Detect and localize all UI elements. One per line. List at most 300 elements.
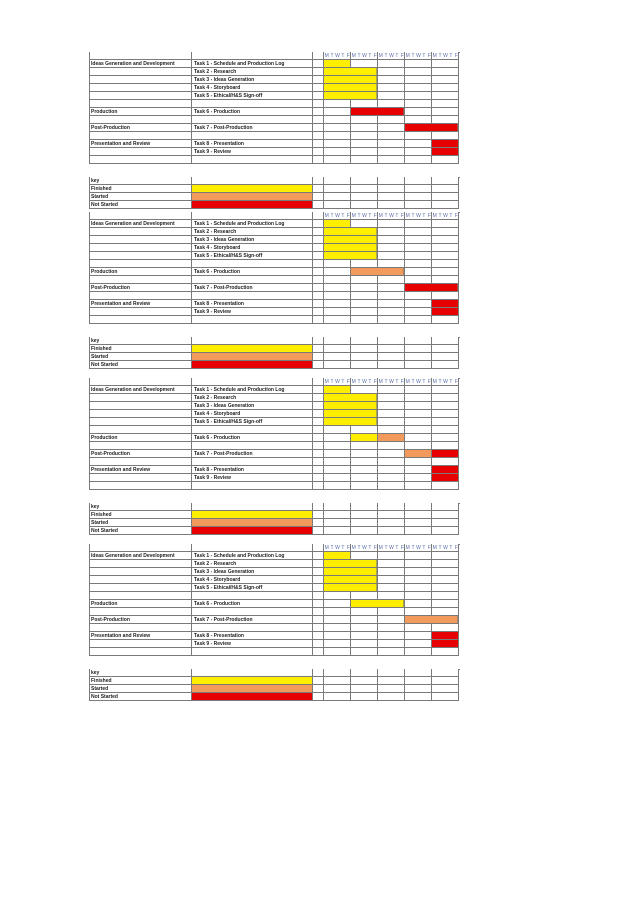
weekday-label: F: [400, 213, 404, 219]
blank-row-cell: [324, 624, 351, 632]
task-row-cell: [432, 576, 459, 584]
task-row-cell: [405, 568, 432, 576]
key-row-cell: [378, 503, 405, 511]
weekday-label: W: [362, 213, 367, 219]
task-row-cell: [313, 148, 324, 156]
task-row-cell: [313, 640, 324, 648]
weekday-label: F: [400, 379, 404, 385]
gantt-bar-finished: [324, 418, 377, 425]
task-row-cell: [378, 552, 405, 560]
blank-row-cell: [324, 608, 351, 616]
blank-row: [89, 426, 460, 434]
blank-row-cell: [378, 482, 405, 490]
gantt-bar-not-started: [432, 148, 458, 155]
key-row-cell: [324, 685, 351, 693]
task-row-cell: [432, 108, 459, 116]
task-row-cell: [313, 584, 324, 592]
task-row-cell: [313, 244, 324, 252]
gantt-bar-not-started: [432, 640, 458, 647]
task-row-cell: [313, 466, 324, 474]
header-row: [89, 52, 460, 60]
weekday-label: T: [411, 53, 415, 59]
task-row-cell: [405, 76, 432, 84]
key-row-cell: [378, 353, 405, 361]
task-row-cell: [313, 140, 324, 148]
gantt-bar-not-started: [405, 124, 458, 131]
task-row-cell: [89, 410, 192, 418]
phase-label: Post-Production: [91, 125, 130, 131]
task-row-cell: [378, 640, 405, 648]
key-row-cell: [313, 193, 324, 201]
task-row-cell: [351, 148, 378, 156]
task-row-cell: [324, 474, 351, 482]
weekday-label: F: [373, 379, 377, 385]
blank-row-cell: [89, 458, 192, 466]
key-row: [89, 345, 460, 353]
key-row-cell: [432, 669, 459, 677]
task-row-cell: [89, 148, 192, 156]
weekday-label: W: [389, 53, 394, 59]
key-row-cell: [313, 337, 324, 345]
key-swatch-finished: [192, 677, 312, 684]
key-row-cell: [324, 677, 351, 685]
gantt-bar-not-started: [432, 474, 458, 481]
key-row-cell: [313, 685, 324, 693]
blank-row-cell: [313, 116, 324, 124]
gantt-bar-finished: [324, 568, 377, 575]
task-row-cell: [405, 140, 432, 148]
task-row: [89, 632, 460, 640]
weekday-label: M: [378, 213, 383, 219]
weekday-label: T: [395, 545, 399, 551]
key-row-cell: [324, 353, 351, 361]
key-row-cell: [405, 685, 432, 693]
key-row-cell: [192, 503, 313, 511]
blank-row: [89, 482, 460, 490]
blank-row-cell: [378, 316, 405, 324]
key-row-cell: [313, 345, 324, 353]
gantt-bar-finished: [324, 402, 377, 409]
weekday-label: W: [443, 53, 448, 59]
weekday-label: T: [395, 379, 399, 385]
task-row-cell: [378, 124, 405, 132]
key-row-cell: [432, 693, 459, 701]
task-row-cell: [324, 140, 351, 148]
key-row-cell: [432, 185, 459, 193]
key-row-cell: [351, 337, 378, 345]
task-label: Task 8 - Presentation: [194, 141, 244, 147]
weekday-label: T: [411, 213, 415, 219]
blank-row: [89, 442, 460, 450]
task-row-cell: [313, 474, 324, 482]
header-row-cell: [192, 212, 313, 220]
blank-row-cell: [192, 116, 313, 124]
gantt-bar-finished: [324, 236, 377, 243]
blank-row-cell: [432, 648, 459, 656]
key-row-cell: [313, 511, 324, 519]
task-label: Task 4 - Storyboard: [194, 577, 241, 583]
task-label: Task 7 - Post-Production: [194, 617, 253, 623]
key-row-cell: [313, 527, 324, 535]
blank-row-cell: [405, 116, 432, 124]
task-row-cell: [313, 410, 324, 418]
task-label: Task 3 - Ideas Generation: [194, 403, 255, 409]
weekday-label: T: [357, 545, 361, 551]
key-swatch-finished: [192, 511, 312, 518]
gantt-bar-not-started: [432, 632, 458, 639]
task-row-cell: [313, 268, 324, 276]
blank-row-cell: [192, 316, 313, 324]
blank-row-cell: [324, 648, 351, 656]
blank-row-cell: [378, 442, 405, 450]
gantt-bar-not-started: [432, 450, 458, 457]
blank-row-cell: [89, 592, 192, 600]
weekday-label: T: [395, 53, 399, 59]
task-label: Task 4 - Storyboard: [194, 411, 241, 417]
weekday-label: W: [416, 213, 421, 219]
gantt-bar-not-started: [432, 466, 458, 473]
task-label: Task 5 - Ethical/H&S Sign-off: [194, 93, 263, 99]
task-label: Task 1 - Schedule and Production Log: [194, 553, 285, 559]
key-title: key: [91, 670, 100, 676]
task-row-cell: [432, 268, 459, 276]
blank-row-cell: [192, 276, 313, 284]
task-row: [89, 434, 460, 442]
blank-row-cell: [324, 116, 351, 124]
blank-row-cell: [192, 426, 313, 434]
task-row-cell: [313, 402, 324, 410]
weekday-label: F: [454, 213, 458, 219]
gantt-bar-finished: [324, 584, 377, 591]
blank-row: [89, 132, 460, 140]
phase-label: Ideas Generation and Development: [91, 387, 175, 393]
weekday-label: W: [362, 545, 367, 551]
key-row-cell: [351, 527, 378, 535]
key-title: key: [91, 504, 100, 510]
weekday-label: T: [357, 213, 361, 219]
task-row-cell: [378, 252, 405, 260]
key-label: Not Started: [91, 694, 118, 700]
task-row-cell: [324, 434, 351, 442]
task-row-cell: [378, 450, 405, 458]
blank-row-cell: [324, 132, 351, 140]
header-row: [89, 212, 460, 220]
key-row-cell: [324, 177, 351, 185]
weekday-label: F: [454, 545, 458, 551]
task-row: [89, 576, 460, 584]
key-label: Finished: [91, 678, 112, 684]
task-label: Task 3 - Ideas Generation: [194, 237, 255, 243]
task-row-cell: [432, 236, 459, 244]
gantt-chart-4: [89, 544, 460, 701]
weekday-label: F: [373, 213, 377, 219]
key-row-cell: [405, 693, 432, 701]
task-row-cell: [351, 60, 378, 68]
key-row-cell: [351, 685, 378, 693]
task-row-cell: [313, 92, 324, 100]
key-row: [89, 677, 460, 685]
task-row-cell: [89, 640, 192, 648]
task-row: [89, 394, 460, 402]
task-row-cell: [405, 434, 432, 442]
task-row-cell: [89, 584, 192, 592]
weekday-label: W: [362, 53, 367, 59]
task-row-cell: [378, 402, 405, 410]
blank-row-cell: [432, 442, 459, 450]
key-row-cell: [432, 361, 459, 369]
gantt-bar-not-started: [432, 300, 458, 307]
blank-row-cell: [89, 316, 192, 324]
key-row-cell: [378, 669, 405, 677]
key-swatch-not-started: [192, 693, 312, 700]
blank-row-cell: [89, 648, 192, 656]
task-row-cell: [313, 560, 324, 568]
task-row-cell: [432, 584, 459, 592]
gantt-bar-finished: [324, 60, 350, 67]
task-row-cell: [324, 300, 351, 308]
weekday-label: W: [389, 545, 394, 551]
task-row-cell: [313, 228, 324, 236]
task-row-cell: [405, 108, 432, 116]
weekday-label: F: [346, 545, 350, 551]
key-swatch-not-started: [192, 527, 312, 534]
task-label: Task 8 - Presentation: [194, 301, 244, 307]
key-row-cell: [351, 353, 378, 361]
blank-row-cell: [192, 132, 313, 140]
weekday-label: F: [427, 213, 431, 219]
weekday-label: F: [427, 53, 431, 59]
key-row-cell: [324, 361, 351, 369]
weekday-label: F: [346, 213, 350, 219]
blank-row-cell: [324, 442, 351, 450]
task-label: Task 7 - Post-Production: [194, 125, 253, 131]
task-row-cell: [313, 108, 324, 116]
header-row-cell: [313, 212, 324, 220]
task-row-cell: [432, 76, 459, 84]
key-swatch-started: [192, 685, 312, 692]
gantt-bar-finished: [324, 220, 350, 227]
task-row: [89, 228, 460, 236]
task-row-cell: [432, 410, 459, 418]
task-label: Task 5 - Ethical/H&S Sign-off: [194, 419, 263, 425]
blank-row-cell: [324, 156, 351, 164]
blank-row-cell: [89, 260, 192, 268]
blank-row-cell: [324, 458, 351, 466]
task-row-cell: [313, 394, 324, 402]
key-row: [89, 511, 460, 519]
key-row-cell: [405, 193, 432, 201]
blank-row-cell: [378, 458, 405, 466]
gantt-bar-finished: [324, 576, 377, 583]
weekday-label: T: [449, 213, 453, 219]
task-row-cell: [378, 394, 405, 402]
weekday-label: F: [427, 379, 431, 385]
key-row-cell: [432, 193, 459, 201]
task-row-cell: [313, 252, 324, 260]
task-row-cell: [89, 402, 192, 410]
blank-row-cell: [313, 442, 324, 450]
weekday-label: T: [422, 213, 426, 219]
weekday-label: T: [449, 53, 453, 59]
task-label: Task 6 - Production: [194, 269, 241, 275]
task-label: Task 8 - Presentation: [194, 467, 244, 473]
key-row-cell: [351, 361, 378, 369]
task-label: Task 3 - Ideas Generation: [194, 569, 255, 575]
weekday-label: W: [443, 213, 448, 219]
blank-row-cell: [378, 292, 405, 300]
task-row-cell: [89, 84, 192, 92]
blank-row-cell: [192, 156, 313, 164]
key-row: [89, 527, 460, 535]
task-row-cell: [313, 552, 324, 560]
task-row-cell: [89, 394, 192, 402]
task-row-cell: [432, 68, 459, 76]
task-row-cell: [405, 474, 432, 482]
blank-row-cell: [432, 156, 459, 164]
gantt-chart-1: [89, 52, 460, 209]
task-row-cell: [89, 244, 192, 252]
task-row-cell: [378, 584, 405, 592]
blank-row-cell: [351, 156, 378, 164]
phase-label: Production: [91, 109, 118, 115]
key-row-cell: [351, 669, 378, 677]
task-label: Task 8 - Presentation: [194, 633, 244, 639]
blank-row-cell: [378, 426, 405, 434]
key-row-cell: [378, 693, 405, 701]
task-row-cell: [351, 308, 378, 316]
weekday-label: W: [443, 379, 448, 385]
task-label: Task 9 - Review: [194, 641, 231, 647]
blank-row: [89, 458, 460, 466]
blank-row-cell: [313, 648, 324, 656]
blank-row-cell: [89, 132, 192, 140]
task-row: [89, 584, 460, 592]
task-row-cell: [89, 76, 192, 84]
weekday-label: F: [454, 53, 458, 59]
key-row-cell: [351, 185, 378, 193]
blank-row-cell: [192, 482, 313, 490]
blank-row-cell: [351, 292, 378, 300]
task-row-cell: [405, 252, 432, 260]
task-row: [89, 466, 460, 474]
key-row: [89, 185, 460, 193]
header-row-cell: [192, 544, 313, 552]
blank-row-cell: [378, 116, 405, 124]
task-label: Task 7 - Post-Production: [194, 285, 253, 291]
blank-row: [89, 316, 460, 324]
blank-row-cell: [313, 100, 324, 108]
gantt-bar-started: [405, 450, 431, 457]
task-row-cell: [405, 244, 432, 252]
task-row-cell: [351, 466, 378, 474]
blank-row-cell: [351, 276, 378, 284]
task-row-cell: [405, 410, 432, 418]
task-row-cell: [313, 300, 324, 308]
key-row-cell: [324, 669, 351, 677]
task-row-cell: [378, 76, 405, 84]
blank-row-cell: [324, 482, 351, 490]
blank-row-cell: [89, 442, 192, 450]
key-row-cell: [351, 519, 378, 527]
task-row: [89, 236, 460, 244]
key-row-cell: [405, 337, 432, 345]
gantt-bar-started: [405, 616, 458, 623]
task-row-cell: [313, 450, 324, 458]
task-row-cell: [324, 632, 351, 640]
task-row-cell: [89, 228, 192, 236]
task-row-cell: [405, 552, 432, 560]
weekday-label: T: [330, 545, 334, 551]
key-label: Started: [91, 686, 109, 692]
weekday-label: T: [368, 213, 372, 219]
task-row-cell: [405, 84, 432, 92]
key-row-cell: [192, 669, 313, 677]
weekday-label: M: [378, 53, 383, 59]
blank-row-cell: [313, 276, 324, 284]
gantt-bar-finished: [324, 394, 377, 401]
task-row: [89, 92, 460, 100]
blank-row-cell: [324, 100, 351, 108]
key-row-cell: [432, 353, 459, 361]
task-row-cell: [432, 220, 459, 228]
blank-row-cell: [89, 276, 192, 284]
key-row: [89, 337, 460, 345]
task-row-cell: [378, 418, 405, 426]
task-row-cell: [432, 560, 459, 568]
task-row-cell: [378, 68, 405, 76]
key-row-cell: [432, 177, 459, 185]
task-row-cell: [378, 632, 405, 640]
blank-row-cell: [432, 100, 459, 108]
weekday-label: M: [324, 213, 329, 219]
task-row-cell: [405, 300, 432, 308]
task-row-cell: [405, 308, 432, 316]
weekday-label: M: [432, 379, 437, 385]
blank-row-cell: [351, 648, 378, 656]
weekday-label: M: [405, 213, 410, 219]
task-row-cell: [89, 308, 192, 316]
task-row: [89, 410, 460, 418]
weekday-label: M: [405, 379, 410, 385]
task-row: [89, 148, 460, 156]
weekday-label: W: [335, 379, 340, 385]
task-row-cell: [432, 228, 459, 236]
weekday-label: T: [341, 53, 345, 59]
blank-row-cell: [192, 458, 313, 466]
task-row-cell: [351, 140, 378, 148]
key-row-cell: [432, 519, 459, 527]
header-row-cell: [89, 544, 192, 552]
gantt-bar-not-started: [351, 108, 404, 115]
task-row-cell: [405, 640, 432, 648]
task-row-cell: [351, 220, 378, 228]
task-row: [89, 76, 460, 84]
blank-row-cell: [405, 132, 432, 140]
task-label: Task 2 - Research: [194, 229, 237, 235]
weekday-label: M: [432, 53, 437, 59]
blank-row-cell: [432, 276, 459, 284]
phase-label: Post-Production: [91, 285, 130, 291]
gantt-bar-finished: [324, 76, 377, 83]
header-row: [89, 544, 460, 552]
task-row: [89, 140, 460, 148]
key-row-cell: [351, 511, 378, 519]
blank-row-cell: [324, 260, 351, 268]
task-row: [89, 474, 460, 482]
weekday-label: T: [384, 545, 388, 551]
task-row-cell: [89, 474, 192, 482]
key-row: [89, 685, 460, 693]
